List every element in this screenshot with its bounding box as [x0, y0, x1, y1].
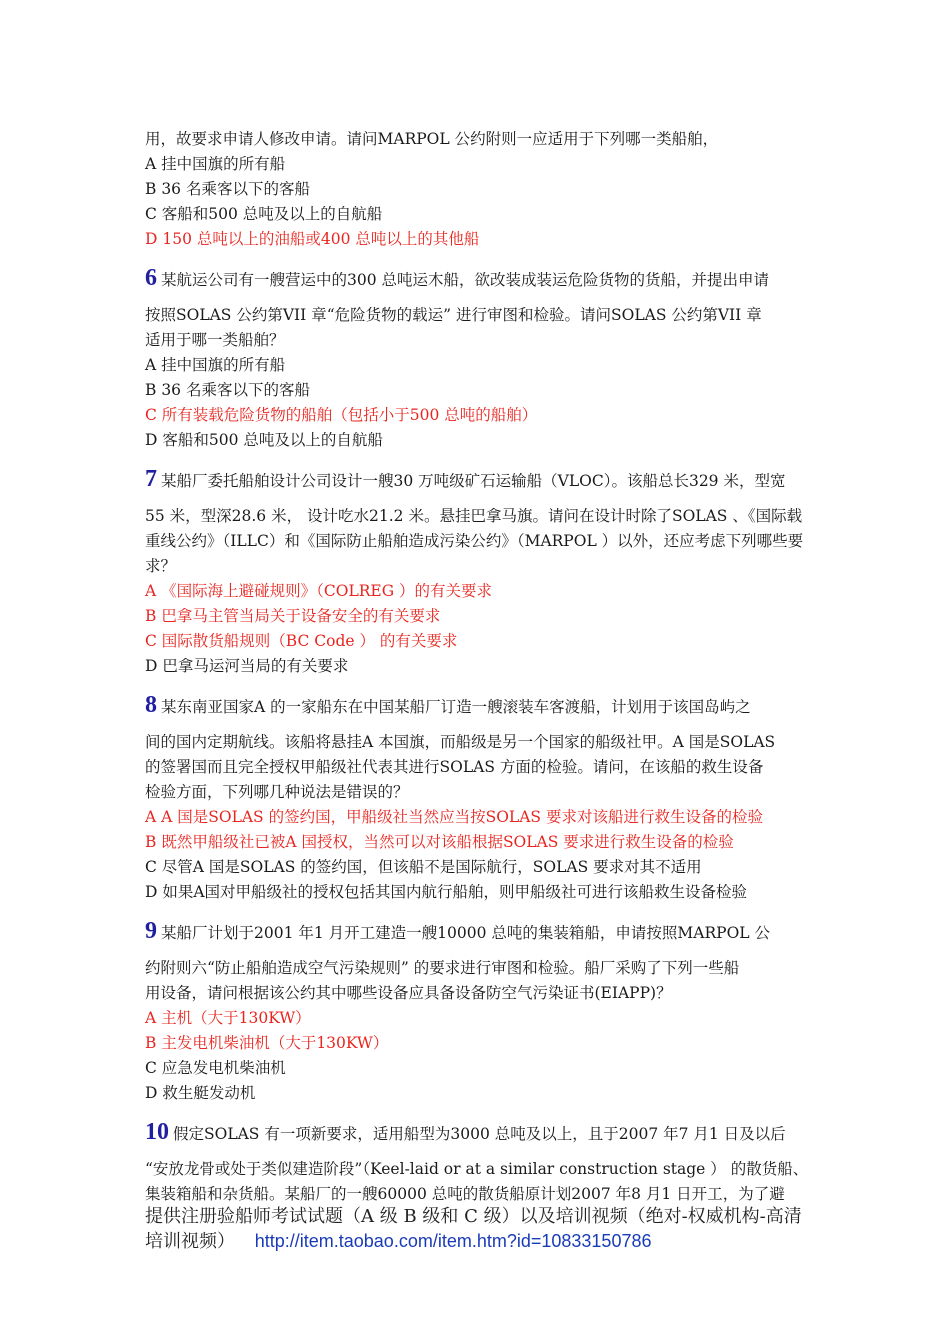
question-text-line: 用设备，请问根据该公约其中哪些设备应具备设备防空气污染证书(EIAPP)？	[145, 984, 672, 1002]
question-text-line: 的签署国而且完全授权甲船级社代表其进行SOLAS 方面的检验。请问，在该船的救生设备	[145, 758, 764, 776]
question-text: 某船厂委托船舶设计公司设计一艘30 万吨级矿石运输船（VLOC）。该船总长329 米，型宽	[161, 472, 786, 490]
question-number: 9	[145, 918, 157, 944]
footer-line-1: 提供注册验船师考试试题（A 级 B 级和 C 级）以及培训视频（绝对-权威机构-高清	[145, 1206, 802, 1227]
answer-option-correct: A 《国际海上避碰规则》（COLREG ）的有关要求	[145, 582, 493, 600]
answer-option: D 救生艇发动机	[145, 1084, 256, 1102]
answer-option: A 挂中国旗的所有船	[145, 356, 286, 374]
question-text-line: 按照SOLAS 公约第VII 章“危险货物的载运” 进行审图和检验。请问SOLAS 公约第VII 章	[145, 306, 762, 324]
question-number: 6	[145, 265, 157, 291]
answer-option: C 应急发电机柴油机	[145, 1059, 286, 1077]
footer-ad	[145, 1205, 845, 1254]
answer-option-correct: A 主机（大于130KW）	[145, 1009, 311, 1027]
question-stem	[145, 266, 825, 293]
answer-option-correct: D 150 总吨以上的油船或400 总吨以上的其他船	[145, 230, 480, 248]
answer-option: B 36 名乘客以下的客船	[145, 381, 310, 399]
answer-option-correct: C 国际散货船规则（BC Code ） 的有关要求	[145, 632, 458, 650]
question-number: 7	[145, 466, 157, 492]
footer-line-2	[145, 1229, 845, 1254]
question-text: 假定SOLAS 有一项新要求，适用船型为3000 总吨及以上，且于2007 年7 月1 日及以后	[173, 1125, 786, 1143]
question-text: 某航运公司有一艘营运中的300 总吨运木船，欲改装成装运危险货物的货船，并提出申请	[161, 271, 770, 289]
question-stem	[145, 1120, 825, 1147]
answer-option: A 挂中国旗的所有船	[145, 155, 286, 173]
answer-option-correct: B 主发电机柴油机（大于130KW）	[145, 1034, 389, 1052]
question-text: 某船厂计划于2001 年1 月开工建造一艘10000 总吨的集装箱船，申请按照MARPOL 公	[161, 924, 770, 942]
answer-option-correct: B 既然甲船级社已被A 国授权，当然可以对该船根据SOLAS 要求进行救生设备的检验	[145, 833, 734, 851]
answer-option-correct: C 所有装载危险货物的船舶（包括小于500 总吨的船舶）	[145, 406, 538, 424]
question-text-line: 55 米，型深28.6 米， 设计吃水21.2 米。悬挂巴拿马旗。请问在设计时除了SOLAS 、《国际载	[145, 507, 803, 525]
answer-option-correct: B 巴拿马主管当局关于设备安全的有关要求	[145, 607, 441, 625]
question-text-line: 求？	[145, 557, 177, 575]
answer-option-correct: A A 国是SOLAS 的签约国，甲船级社当然应当按SOLAS 要求对该船进行救生设备的检验	[145, 808, 763, 826]
question-text-line: 检验方面，下列哪几种说法是错误的？	[145, 783, 409, 801]
answer-option: D 巴拿马运河当局的有关要求	[145, 657, 349, 675]
question-stem	[145, 693, 825, 720]
question-text-line: 适用于哪一类船舶？	[145, 331, 285, 349]
answer-option: C 尽管A 国是SOLAS 的签约国，但该船不是国际航行，SOLAS 要求对其不适用	[145, 858, 702, 876]
footer-link[interactable]: http://item.taobao.com/item.htm?id=10833150786	[254, 1231, 652, 1251]
answer-option: D 客船和500 总吨及以上的自航船	[145, 431, 383, 449]
question-text-line: “安放龙骨或处于类似建造阶段”（Keel-laid or at a similar construction stage ） 的散货船、	[145, 1160, 809, 1178]
question-text-line: 重线公约》（ILLC）和《国际防止船舶造成污染公约》（MARPOL ）以外，还应考虑下列哪些要	[145, 532, 804, 550]
question-number: 10	[145, 1119, 169, 1145]
question-stem	[145, 467, 825, 494]
footer-line-2-text: 培训视频）	[145, 1231, 235, 1252]
question-text-line: 约附则六“防止船舶造成空气污染规则” 的要求进行审图和检验。船厂采购了下列一些船	[145, 959, 740, 977]
answer-option: B 36 名乘客以下的客船	[145, 180, 310, 198]
question-text-line: 集装箱船和杂货船。某船厂的一艘60000 总吨的散货船原计划2007 年8 月1 日开工，为了避	[145, 1185, 785, 1203]
question-text: 某东南亚国家A 的一家船东在中国某船厂订造一艘滚装车客渡船，计划用于该国岛屿之	[161, 698, 751, 716]
answer-option: D 如果A国对甲船级社的授权包括其国内航行船舶，则甲船级社可进行该船救生设备检验	[145, 883, 748, 901]
question-text-line: 间的国内定期航线。该船将悬挂A 本国旗，而船级是另一个国家的船级社甲。A 国是SOLAS	[145, 733, 776, 751]
answer-option: C 客船和500 总吨及以上的自航船	[145, 205, 383, 223]
question-text-line: 用，故要求申请人修改申请。请问MARPOL 公约附则一应适用于下列哪一类船舶，	[145, 130, 719, 148]
question-number: 8	[145, 692, 157, 718]
question-stem	[145, 919, 825, 946]
question-list	[145, 127, 825, 1207]
